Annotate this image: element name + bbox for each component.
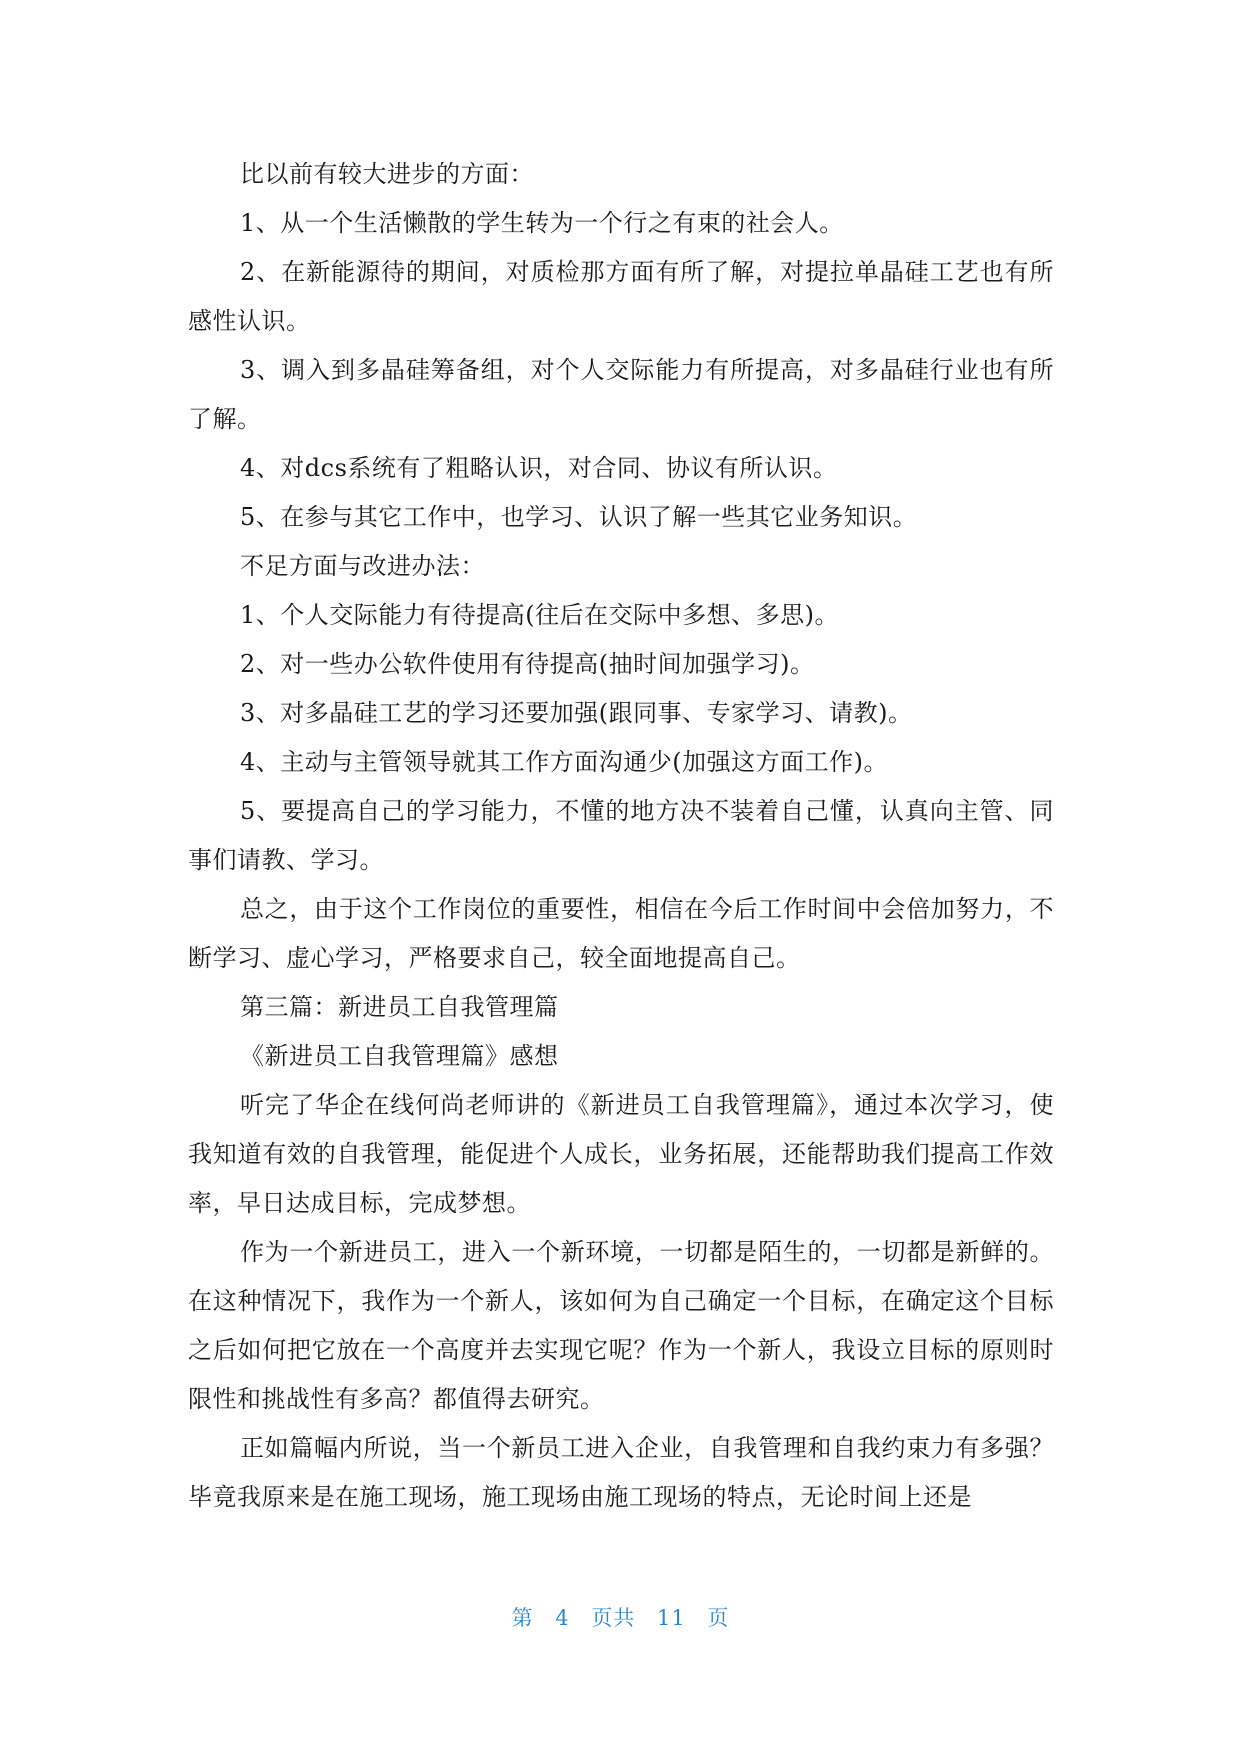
footer-suffix: 页 [707, 1606, 730, 1630]
paragraph: 2、对一些办公软件使用有待提高(抽时间加强学习)。 [240, 650, 815, 678]
paragraph: 5、在参与其它工作中，也学习、认识了解一些其它业务知识。 [240, 503, 918, 531]
document-body [188, 150, 1054, 1522]
paragraph: 听完了华企在线何尚老师讲的《新进员工自我管理篇》，通过本次学习，使我知道有效的自我管理，能促进个人成长，业务拓展，还能帮助我们提高工作效率，早日达成目标，完成梦想。 [188, 1091, 1054, 1217]
paragraph: 4、主动与主管领导就其工作方面沟通少(加强这方面工作)。 [240, 748, 888, 776]
paragraph: 3、调入到多晶硅筹备组，对个人交际能力有所提高，对多晶硅行业也有所了解。 [188, 356, 1054, 433]
paragraph: 4、对dcs系统有了粗略认识，对合同、协议有所认识。 [240, 454, 838, 482]
page-footer [0, 1602, 1241, 1632]
paragraph: 正如篇幅内所说，当一个新员工进入企业，自我管理和自我约束力有多强？毕竟我原来是在施工现场，施工现场由施工现场的特点，无论时间上还是 [188, 1434, 1054, 1511]
current-page-number: 4 [555, 1606, 570, 1630]
footer-prefix: 第 [511, 1606, 534, 1630]
paragraph: 2、在新能源待的期间，对质检那方面有所了解，对提拉单晶硅工艺也有所感性认识。 [188, 258, 1054, 335]
footer-mid: 页共 [591, 1606, 636, 1630]
paragraph: 1、从一个生活懒散的学生转为一个行之有束的社会人。 [240, 209, 844, 237]
chapter-title: 第三篇：新进员工自我管理篇 [240, 993, 559, 1021]
total-pages-number: 11 [657, 1606, 686, 1630]
article-title: 《新进员工自我管理篇》感想 [240, 1042, 559, 1070]
paragraph: 5、要提高自己的学习能力，不懂的地方决不装着自己懂，认真向主管、同事们请教、学习。 [188, 797, 1054, 874]
section-heading: 不足方面与改进办法： [240, 552, 485, 580]
paragraph: 3、对多晶硅工艺的学习还要加强(跟同事、专家学习、请教)。 [240, 699, 913, 727]
paragraph: 比以前有较大进步的方面： [240, 160, 534, 188]
paragraph: 作为一个新进员工，进入一个新环境，一切都是陌生的，一切都是新鲜的。在这种情况下，我作为一个新人，该如何为自己确定一个目标，在确定这个目标之后如何把它放在一个高度并去实现它呢？作为一个新人，我设立目标的原则时限性和挑战性有多高？都值得去研究。 [188, 1238, 1054, 1413]
paragraph: 1、个人交际能力有待提高(往后在交际中多想、多思)。 [240, 601, 839, 629]
paragraph: 总之，由于这个工作岗位的重要性，相信在今后工作时间中会倍加努力，不断学习、虚心学习，严格要求自己，较全面地提高自己。 [188, 895, 1054, 972]
